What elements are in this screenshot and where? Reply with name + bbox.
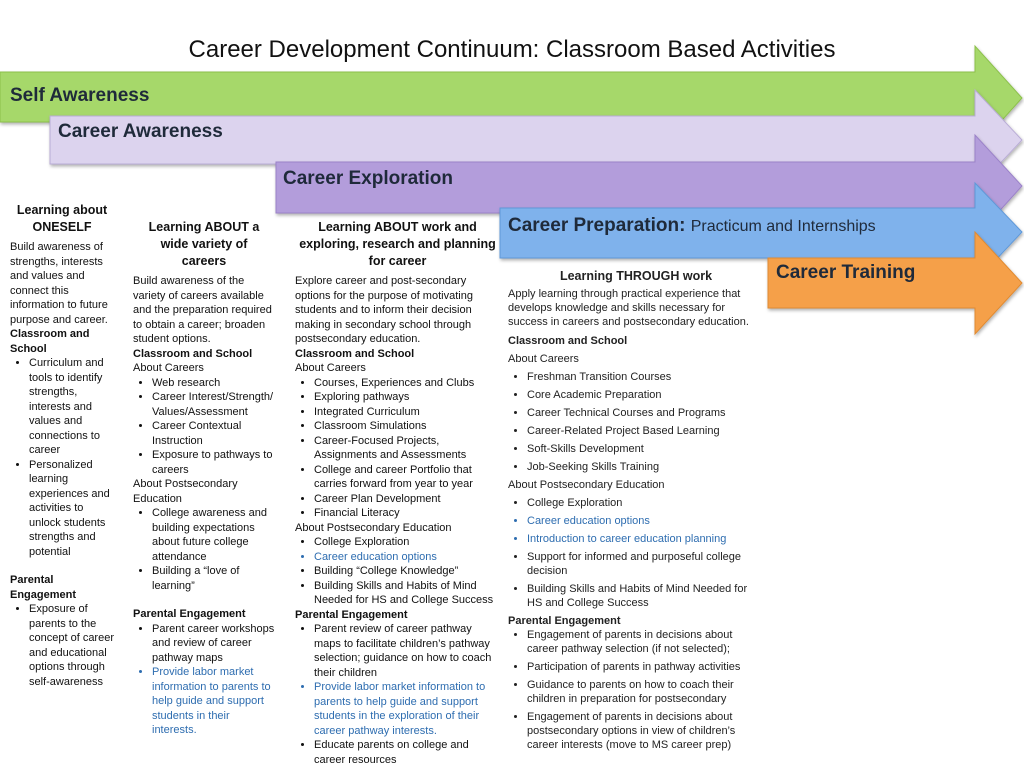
col2-pe-label: Parental Engagement: [133, 608, 246, 620]
col3-about-post: About Postsecondary Education: [295, 521, 452, 534]
col4-about-careers: About Careers: [508, 353, 579, 365]
list-item: • Career Plan Development: [314, 492, 500, 507]
col2-about-post: About Postsecondary Education: [133, 478, 238, 505]
col3-pe-label: Parental Engagement: [295, 608, 408, 621]
list-item: • Courses, Experiences and Clubs: [314, 376, 500, 391]
col4-career-list: [508, 370, 764, 474]
career-preparation-rest: Practicum and Internships: [690, 218, 876, 235]
col2-about-careers: About Careers: [133, 362, 204, 374]
list-item: • Financial Literacy: [314, 506, 500, 521]
list-item: • Provide labor market information to parents to help guide and support students in their interests.: [152, 665, 275, 738]
list-item: • Career education options: [314, 550, 500, 565]
col1-heading: Learning about ONESELF: [16, 203, 108, 234]
list-item: • Soft-Skills Development: [527, 442, 764, 456]
list-item: • Building Skills and Habits of Mind Needed for HS and College Success: [527, 582, 764, 610]
list-item: • Engagement of parents in decisions about career pathway selection (if not selected);: [527, 628, 764, 656]
list-item: • Building “College Knowledge”: [314, 564, 500, 579]
col1-pe-label: Parental Engagement: [10, 574, 77, 601]
list-item: • Job-Seeking Skills Training: [527, 460, 764, 474]
col4-cs-label: Classroom and School: [508, 335, 628, 347]
list-item: • Exposure of parents to the concept of career and educational options through self-awareness: [29, 602, 114, 689]
career-preparation-bold: Career Preparation:: [508, 215, 686, 236]
col2-cs-label: Classroom and School: [133, 347, 253, 360]
list-item: • Provide labor market information to parents to help guide and support students in the exploration of their career pathway interests.: [314, 680, 500, 738]
list-item: • Parent review of career pathway maps to facilitate children’s pathway selection; guidance on how to coach their children: [314, 622, 500, 680]
col3-intro: Explore career and post-secondary options for the purpose of motivating students and to inform their decision making in secondary school through postsecondary education.: [295, 275, 473, 345]
list-item: • Web research: [152, 376, 275, 391]
list-item: • College Exploration: [314, 535, 500, 550]
col4-intro: Apply learning through practical experience that develops knowledge and skills necessary for success in careers and postsecondary education.: [508, 288, 749, 328]
col3-pe-list: [295, 622, 500, 767]
career-awareness-label: Career Awareness: [58, 121, 223, 142]
list-item: • Support for informed and purposeful college decision: [527, 550, 764, 578]
list-item: • Educate parents on college and career resources: [314, 738, 500, 767]
career-exploration-label: Career Exploration: [283, 168, 453, 189]
list-item: • Engagement of parents in decisions about postsecondary options in view of children’s career interests (move to MS career prep): [527, 710, 764, 752]
list-item: • Career-Related Project Based Learning: [527, 424, 764, 438]
col1-cs-list: [10, 356, 114, 559]
col3-post-list: [295, 535, 500, 608]
list-item: • Core Academic Preparation: [527, 388, 764, 402]
column-oneself: [10, 202, 114, 689]
col2-intro: Build awareness of the variety of careers available and the preparation required to obtain a career; broaden student options.: [133, 275, 272, 345]
list-item: • Exploring pathways: [314, 390, 500, 405]
list-item: • Career Contextual Instruction: [152, 419, 275, 448]
list-item: • College awareness and building expectations about future college attendance: [152, 506, 275, 564]
col2-pe-list: [133, 622, 275, 738]
career-preparation-label: [508, 215, 876, 237]
list-item: • Curriculum and tools to identify strengths, interests and values and connections to career: [29, 356, 114, 458]
list-item: • College Exploration: [527, 496, 764, 510]
list-item: • Classroom Simulations: [314, 419, 500, 434]
list-item: • Personalized learning experiences and activities to unlock students strengths and potential: [29, 458, 114, 560]
list-item: • Freshman Transition Courses: [527, 370, 764, 384]
list-item: • Parent career workshops and review of career pathway maps: [152, 622, 275, 666]
list-item: • Guidance to parents on how to coach their children in preparation for postsecondary: [527, 678, 764, 706]
col4-heading: Learning THROUGH work: [559, 269, 713, 283]
list-item: • Participation of parents in pathway activities: [527, 660, 764, 674]
list-item: • Career-Focused Projects, Assignments and Assessments: [314, 434, 500, 463]
col4-post-list: [508, 496, 764, 610]
list-item: • Exposure to pathways to careers: [152, 448, 275, 477]
list-item: • College and career Portfolio that carries forward from year to year: [314, 463, 500, 492]
col1-cs-label: Classroom and School: [10, 328, 90, 355]
col4-pe-list: [508, 628, 764, 752]
col2-post-list: [133, 506, 275, 593]
column-exploring: [295, 219, 500, 767]
col2-heading: Learning ABOUT a wide variety of careers: [148, 220, 260, 268]
self-awareness-label: Self Awareness: [10, 85, 150, 106]
list-item: • Building Skills and Habits of Mind Needed for HS and College Success: [314, 579, 500, 608]
col3-cs-label: Classroom and School: [295, 347, 415, 360]
col3-about-careers: About Careers: [295, 362, 366, 374]
col1-intro: Build awareness of strengths, interests and values and connect this information to future purpose and career.: [10, 241, 108, 326]
list-item: • Career Interest/Strength/Values/Assessment: [152, 390, 275, 419]
list-item: • Career education options: [527, 514, 764, 528]
list-item: • Introduction to career education planning: [527, 532, 764, 546]
page-title: Career Development Continuum: Classroom Based Activities: [188, 36, 836, 63]
column-through-work: [508, 268, 764, 756]
col4-about-post: About Postsecondary Education: [508, 479, 665, 491]
career-training-label: Career Training: [776, 262, 916, 283]
column-careers: [133, 219, 275, 738]
col3-career-list: [295, 376, 500, 521]
col3-heading: Learning ABOUT work and exploring, research and planning for career: [299, 220, 496, 268]
col1-pe-list: [10, 602, 114, 689]
col2-career-list: [133, 376, 275, 478]
list-item: • Building a “love of learning”: [152, 564, 275, 593]
list-item: • Career Technical Courses and Programs: [527, 406, 764, 420]
col4-pe-label: Parental Engagement: [508, 615, 621, 627]
list-item: • Integrated Curriculum: [314, 405, 500, 420]
